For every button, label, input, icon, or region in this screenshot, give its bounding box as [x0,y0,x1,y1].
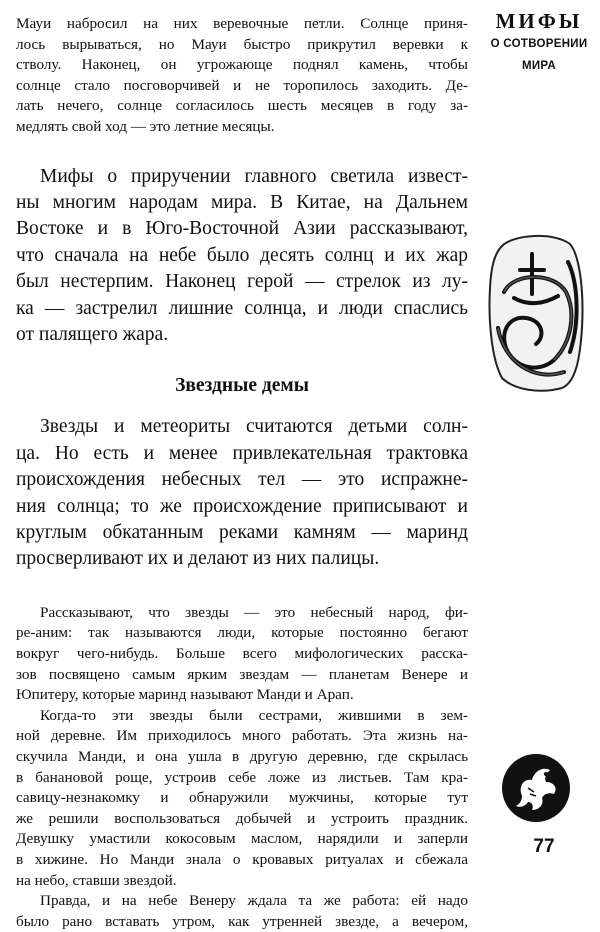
text-line: от палящего жара. [16,324,169,345]
text-line: ны многим народам мира. В Китае, на Дальнем [16,191,468,213]
text-line: медлять свой ход — это летние месяцы. [16,117,275,135]
text-line: ка — застрелил лишние солнца, и люди спаслись [16,297,468,319]
text-line: было рано вставать утром, как утренней звезде, а вечером, [16,912,468,930]
running-header [484,8,594,76]
runestone-illustration [484,232,586,392]
section-subtitle: МИРА [521,60,556,72]
paragraph-taming-sun [16,164,468,349]
text-line: в хижине. Но Манди знала о кровавых ритуалах и сбежала [16,850,468,868]
text-line: на небо, ставши звездой. [16,871,177,889]
text-line: Звезды и метеориты считаются детьми солн- [40,416,468,438]
text-line: Девушку умастили кокосовым маслом, нарядили и заперли [16,830,468,848]
text-line: же решили воспользоваться добычей и устроить праздник. [16,809,468,827]
text-line: Рассказывают, что звезды — это небесный народ, фи- [40,603,468,621]
paragraph-venus [16,891,468,932]
section-title: МИФЫ [495,9,583,33]
main-text-column [16,14,468,932]
text-line: что сначала на небе было десять солнц и их жар [16,244,468,266]
text-line: Востоке и в Юго-Восточной Азии рассказывают, [16,218,468,240]
text-line: Юпитеру, которые маринд называют Манди и Арап. [16,686,354,704]
text-line: ной деревне. Им приходилось много работать. Эта жизнь на- [16,727,468,745]
text-line: просверливают их и делают из них палицы. [16,548,380,570]
text-line: солнце стало посговорчивей и не торопилось заходить. Де- [16,76,468,94]
section-heading: Звездные демы [175,375,309,397]
text-line: ния солнца; то же происхождение приписывают и [16,495,468,517]
text-line: лось вырываться, но Мауи быстро прикрутил веревки к [16,35,468,53]
text-line: круглым обкатанным реками камням — маринд [16,522,468,544]
text-line: Когда-то эти звезды были сестрами, жившими в зем- [40,706,468,724]
text-line: в банановой роще, устроив себе ложе из листьев. Там кра- [16,768,468,786]
text-line: Мифы о приручении главного светила извест- [40,165,468,187]
text-line: скучила Манди, и она ушла в другую деревню, где скрылась [16,748,468,765]
text-line: ца. Но есть и менее привлекательная трактовка [16,442,468,464]
text-line: происхождения небесных тел — это испражне- [16,469,468,491]
text-line: зов посвящено самым ярким звездам — планетам Венере и [16,665,468,683]
bird-emblem-icon [500,752,572,824]
section-subtitle: О СОТВОРЕНИИ [490,38,588,50]
text-line: Мауи набросил на них веревочные петли. Солнце приня- [16,15,468,32]
text-line: Правда, и на небе Венеру ждала та же работа: ей надо [40,892,468,910]
text-line: лать нечего, солнце согласилось шесть месяцев в году за- [16,97,468,115]
text-line: ре-аним: так называются люди, которые постоянно бегают [16,624,468,642]
paragraph-fire-anim [16,603,468,706]
text-line: стволу. Наконец, он угрожающе поднял камень, чтобы [16,56,468,74]
paragraph-maui [16,14,468,138]
text-line: савицу-незнакомку и обнаружили мужчины, которые тут [16,789,468,807]
paragraph-star-origins [16,414,468,572]
page-number: 77 [533,836,555,857]
text-line: вокруг чего-нибудь. Больше всего мифологических расска- [16,645,468,663]
paragraph-mandi [16,706,468,891]
text-line: был нестерпим. Наконец герой — стрелок из лу- [16,271,468,293]
